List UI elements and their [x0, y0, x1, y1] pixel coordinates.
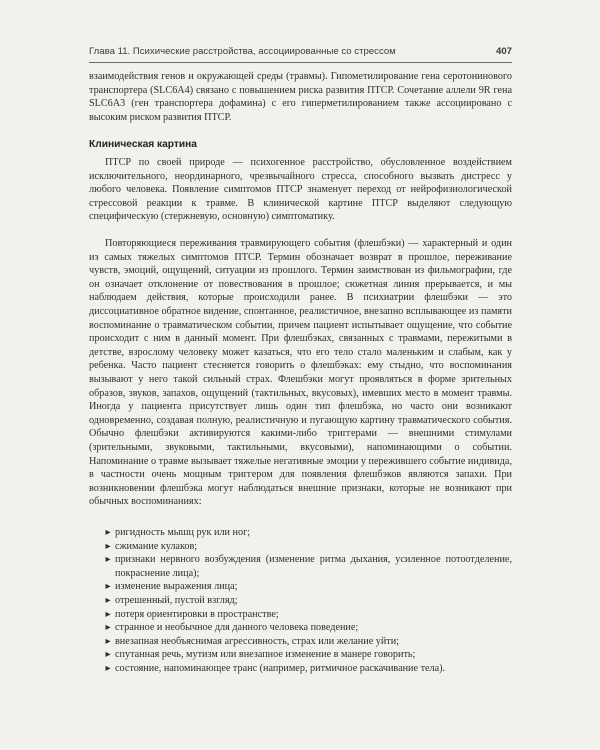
paragraph-1-text: ПТСР по своей природе — психогенное расстройство, обусловленное воздействием исключительного, неординарного, чрезвычайного стресса, способного вызвать дистресс у любого человека. Появление симптомов ПТСР знаменует переход от нейрофизиологической стрессовой реакции к травме. В клинической картине ПТСР выделяют следующую специфическую (стержневую, основную) симптоматику. [89, 157, 512, 223]
list-item-text: изменение выражения лица; [115, 581, 238, 593]
list-item [89, 526, 512, 540]
bullet-marker-icon: ▸ [105, 662, 111, 674]
header-divider [89, 62, 512, 63]
bullet-marker-icon: ▸ [105, 622, 111, 634]
bullet-marker-icon: ▸ [105, 594, 111, 606]
bullet-marker-icon: ▸ [105, 649, 111, 661]
list-item [89, 594, 512, 608]
paragraph-2 [89, 237, 512, 509]
list-item [89, 662, 512, 676]
bullet-marker-icon: ▸ [105, 635, 111, 647]
list-item [89, 648, 512, 662]
bullet-marker-icon: ▸ [105, 581, 111, 593]
bullet-marker-icon: ▸ [105, 608, 111, 620]
list-item-text: отрешенный, пустой взгляд; [115, 594, 238, 606]
list-item [89, 635, 512, 649]
list-item [89, 553, 512, 580]
page-number: 407 [495, 46, 512, 57]
paragraph-1 [89, 156, 512, 224]
bullet-marker-icon: ▸ [105, 554, 111, 566]
list-item [89, 540, 512, 554]
symptom-list [89, 526, 512, 676]
intro-paragraph [89, 70, 512, 124]
list-item-text: признаки нервного возбуждения (изменение ритма дыхания, усиленное потоотделение, покраснение лица); [115, 554, 512, 579]
list-item-text: состояние, напоминающее транс (например, ритмичное раскачивание тела). [115, 662, 446, 674]
section-heading: Клиническая картина [89, 139, 197, 150]
bullet-marker-icon: ▸ [105, 527, 111, 538]
list-item [89, 580, 512, 594]
list-item-text: сжимание кулаков; [115, 540, 198, 552]
paragraph-2-text: Повторяющиеся переживания травмирующего события (флешбэки) — характерный и один из самых тяжелых симптомов ПТСР. Термин обозначает возврат в прошлое, переживание чувств, эмоций, ощущений, ситуации из прошлого. Термин заимствован из фильмографии, где он означает отклонение от повествования в прошлое; сюжетная линия прерывается, и мы наблюдаем действия, которые происходили ранее. В психиатрии флешбэки — это диссоциативное обратное видение, спонтанное, реалистичное, внезапно всплывающее из памяти воспоминание о травматическом событии, причем пациент испытывает ощущение, что событие происходит с ним в данный момент. При флешбэках, связанных с травмами, пережитыми в детстве, взрослому человеку может казаться, что его тело стало маленьким и слабым, как у ребенка. Часто пациент стесняется говорить о флешбэках: ему стыдно, что воспоминания вызывают у него такой сильный страх. Флешбэки могут проявляться в форме зрительных образов, звуков, запахов, ощущений (тактильных, вкусовых), имевших место в момент травмы. Иногда у пациента присутствует лишь один тип флешбэка, но часто они возникают одновременно, создавая полную, реалистичную и пугающую картину травматического события. Обычно флешбэки активируются какими-либо триггерами — внешними стимулами (зрительными, звуковыми, тактильными, вкусовыми), напоминающими о событии. Напоминание о травме вызывает тяжелые негативные эмоции у пережившего событие индивида, в частности очень мощным триггером для появления флешбэков являются запахи. При возникновении флешбэка могут наблюдаться внешние признаки, которые не возникают при обычных воспоминаниях: [89, 238, 512, 508]
list-item-text: потеря ориентировки в пространстве; [115, 608, 279, 620]
list-item-text: ригидность мышц рук или ног; [115, 527, 251, 538]
running-header [89, 45, 512, 61]
list-item-text: внезапная необъяснимая агрессивность, страх или желание уйти; [115, 635, 400, 647]
bullet-marker-icon: ▸ [105, 540, 111, 552]
list-item-text: спутанная речь, мутизм или внезапное изменение в манере говорить; [115, 649, 416, 661]
intro-text: взаимодействия генов и окружающей среды (травмы). Гипометилирование гена серотонинового транспортера (SLC6A4) связано с повышением риска развития ПТСР. Сочетание аллели 9R гена SLC6A3 (ген транспортера дофамина) с его гиперметилированием также ассоциировано с высоким риском развития ПТСР. [89, 71, 512, 123]
list-item [89, 621, 512, 635]
list-item [89, 608, 512, 622]
list-item-text: странное и необычное для данного человека поведение; [115, 622, 359, 634]
chapter-title: Глава 11. Психические расстройства, ассоциированные со стрессом [89, 46, 396, 57]
